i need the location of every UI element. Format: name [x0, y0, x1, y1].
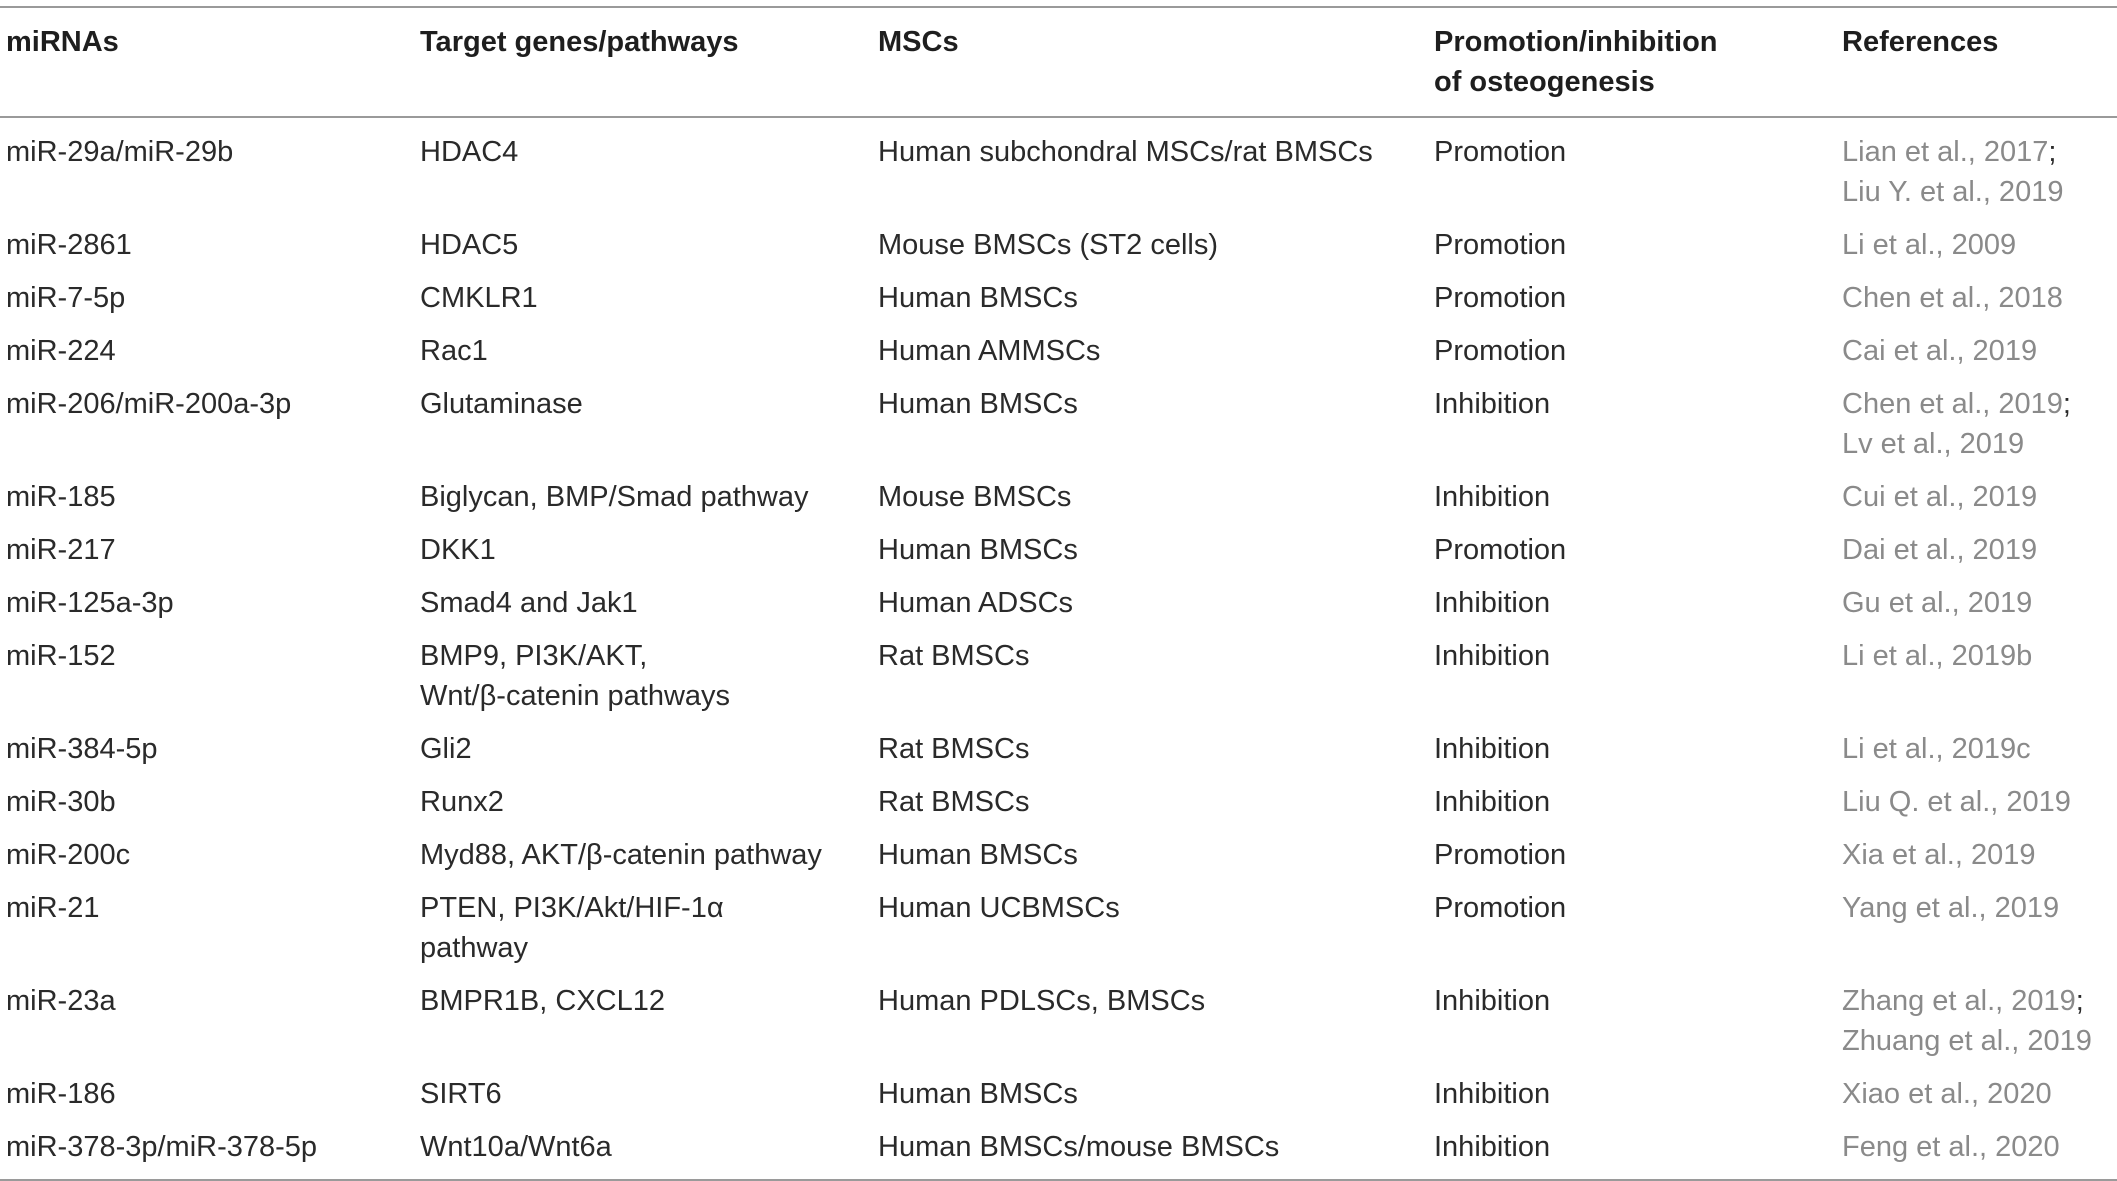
mirna-cell: [0, 272, 414, 325]
mirna-name: miR-224: [6, 335, 116, 367]
mirna-name: miR-7-5p: [6, 282, 126, 314]
target-line-1: BMP9, PI3K/AKT,: [420, 640, 648, 672]
table-row: [0, 975, 2117, 1068]
reference-cell: [1836, 630, 2117, 723]
table-row: [0, 829, 2117, 882]
reference-cell: [1836, 524, 2117, 577]
reference-link[interactable]: Li et al., 2019b: [1842, 640, 2033, 672]
header-effect-line-2: of osteogenesis: [1434, 66, 1655, 98]
msc-cell: [872, 524, 1428, 577]
reference-link[interactable]: Chen et al., 2019: [1842, 388, 2063, 420]
reference-cell: [1836, 325, 2117, 378]
reference-line-1: [1842, 384, 2117, 424]
header-row: [0, 7, 2117, 117]
reference-cell: [1836, 829, 2117, 882]
reference-line-1: [1842, 981, 2117, 1021]
effect-value: Promotion: [1434, 282, 1567, 314]
target-cell: [414, 1121, 872, 1180]
reference-link[interactable]: Yang et al., 2019: [1842, 892, 2060, 924]
target-line-1: DKK1: [420, 534, 496, 566]
msc-cell: [872, 723, 1428, 776]
reference-line-2: [1842, 424, 2117, 464]
msc-cell: [872, 117, 1428, 219]
reference-cell: [1836, 882, 2117, 975]
effect-value: Inhibition: [1434, 587, 1551, 619]
mirna-name: miR-152: [6, 640, 116, 672]
table-row: [0, 325, 2117, 378]
reference-cell: [1836, 975, 2117, 1068]
effect-cell: [1428, 577, 1836, 630]
target-cell: [414, 378, 872, 471]
mirna-name: miR-200c: [6, 839, 131, 871]
reference-line-1: [1842, 477, 2117, 517]
mirna-cell: [0, 524, 414, 577]
effect-cell: [1428, 378, 1836, 471]
msc-name: Human subchondral MSCs/rat BMSCs: [878, 136, 1373, 168]
msc-name: Human BMSCs: [878, 534, 1078, 566]
mirna-cell: [0, 723, 414, 776]
msc-cell: [872, 219, 1428, 272]
effect-value: Promotion: [1434, 229, 1567, 261]
table-row: [0, 219, 2117, 272]
msc-name: Human BMSCs/mouse BMSCs: [878, 1131, 1280, 1163]
mirna-osteogenesis-table: [0, 6, 2117, 1181]
effect-cell: [1428, 117, 1836, 219]
reference-cell: [1836, 776, 2117, 829]
effect-value: Inhibition: [1434, 640, 1551, 672]
table-row: [0, 882, 2117, 975]
target-cell: [414, 117, 872, 219]
msc-cell: [872, 1068, 1428, 1121]
table-row: [0, 471, 2117, 524]
effect-cell: [1428, 1121, 1836, 1180]
msc-cell: [872, 975, 1428, 1068]
table-row: [0, 272, 2117, 325]
msc-cell: [872, 1121, 1428, 1180]
table-header: [0, 7, 2117, 117]
reference-cell: [1836, 723, 2117, 776]
reference-line-2: [1842, 1021, 2117, 1061]
reference-link[interactable]: Xiao et al., 2020: [1842, 1078, 2052, 1110]
mirna-cell: [0, 577, 414, 630]
mirna-cell: [0, 219, 414, 272]
effect-value: Promotion: [1434, 136, 1567, 168]
mirna-name: miR-125a-3p: [6, 587, 174, 619]
reference-cell: [1836, 1121, 2117, 1180]
msc-name: Human ADSCs: [878, 587, 1074, 619]
reference-cell: [1836, 219, 2117, 272]
mirna-name: miR-185: [6, 481, 116, 513]
effect-value: Inhibition: [1434, 1078, 1551, 1110]
effect-value: Inhibition: [1434, 388, 1551, 420]
reference-link[interactable]: Liu Q. et al., 2019: [1842, 786, 2071, 818]
msc-cell: [872, 378, 1428, 471]
reference-line-1: [1842, 331, 2117, 371]
effect-cell: [1428, 471, 1836, 524]
mirna-cell: [0, 471, 414, 524]
target-cell: [414, 723, 872, 776]
effect-value: Promotion: [1434, 534, 1567, 566]
target-line-1: Runx2: [420, 786, 504, 818]
msc-name: Human PDLSCs, BMSCs: [878, 985, 1206, 1017]
target-cell: [414, 272, 872, 325]
table-row: [0, 630, 2117, 723]
msc-cell: [872, 776, 1428, 829]
reference-link[interactable]: Cai et al., 2019: [1842, 335, 2038, 367]
effect-cell: [1428, 219, 1836, 272]
target-cell: [414, 829, 872, 882]
effect-cell: [1428, 975, 1836, 1068]
mirna-cell: [0, 378, 414, 471]
mirna-cell: [0, 1121, 414, 1180]
target-cell: [414, 776, 872, 829]
target-cell: [414, 219, 872, 272]
header-effect-line-1: Promotion/inhibition: [1434, 26, 1718, 58]
reference-link[interactable]: Xia et al., 2019: [1842, 839, 2036, 871]
mirna-name: miR-384-5p: [6, 733, 158, 765]
effect-value: Promotion: [1434, 335, 1567, 367]
mirna-name: miR-30b: [6, 786, 116, 818]
msc-name: Human BMSCs: [878, 839, 1078, 871]
mirna-cell: [0, 630, 414, 723]
reference-link[interactable]: Li et al., 2019c: [1842, 733, 2031, 765]
reference-cell: [1836, 577, 2117, 630]
reference-separator: ;: [2048, 136, 2057, 168]
target-line-1: Glutaminase: [420, 388, 583, 420]
msc-name: Human BMSCs: [878, 388, 1078, 420]
mirna-name: miR-23a: [6, 985, 116, 1017]
msc-name: Human AMMSCs: [878, 335, 1101, 367]
msc-cell: [872, 630, 1428, 723]
reference-line-1: [1842, 636, 2117, 676]
reference-cell: [1836, 471, 2117, 524]
reference-link[interactable]: Lv et al., 2019: [1842, 428, 2025, 460]
effect-cell: [1428, 829, 1836, 882]
target-line-1: Gli2: [420, 733, 472, 765]
msc-name: Rat BMSCs: [878, 640, 1030, 672]
target-cell: [414, 471, 872, 524]
msc-cell: [872, 577, 1428, 630]
msc-name: Mouse BMSCs: [878, 481, 1072, 513]
mirna-cell: [0, 776, 414, 829]
table-body: [0, 117, 2117, 1180]
target-line-1: PTEN, PI3K/Akt/HIF-1α: [420, 892, 724, 924]
reference-link[interactable]: Lian et al., 2017: [1842, 136, 2049, 168]
table-row: [0, 723, 2117, 776]
target-line-1: HDAC4: [420, 136, 519, 168]
table-row: [0, 776, 2117, 829]
target-line-2: pathway: [420, 932, 529, 964]
reference-link[interactable]: Zhuang et al., 2019: [1842, 1025, 2092, 1057]
target-line-1: CMKLR1: [420, 282, 538, 314]
mirna-name: miR-206/miR-200a-3p: [6, 388, 292, 420]
table-row: [0, 1068, 2117, 1121]
reference-line-1: [1842, 132, 2117, 172]
reference-link[interactable]: Cui et al., 2019: [1842, 481, 2038, 513]
reference-cell: [1836, 117, 2117, 219]
effect-cell: [1428, 776, 1836, 829]
target-line-1: Myd88, AKT/β-catenin pathway: [420, 839, 822, 871]
reference-line-1: [1842, 225, 2117, 265]
effect-cell: [1428, 272, 1836, 325]
table-row: [0, 378, 2117, 471]
effect-cell: [1428, 723, 1836, 776]
reference-link[interactable]: Li et al., 2009: [1842, 229, 2017, 261]
mirna-cell: [0, 325, 414, 378]
reference-line-1: [1842, 835, 2117, 875]
target-cell: [414, 524, 872, 577]
msc-cell: [872, 882, 1428, 975]
reference-separator: ;: [2075, 985, 2084, 1017]
effect-value: Inhibition: [1434, 1131, 1551, 1163]
reference-line-1: [1842, 583, 2117, 623]
reference-cell: [1836, 378, 2117, 471]
reference-link[interactable]: Chen et al., 2018: [1842, 282, 2063, 314]
mirna-name: miR-2861: [6, 229, 132, 261]
msc-name: Rat BMSCs: [878, 786, 1030, 818]
reference-link[interactable]: Gu et al., 2019: [1842, 587, 2033, 619]
effect-value: Promotion: [1434, 892, 1567, 924]
target-line-1: HDAC5: [420, 229, 519, 261]
effect-cell: [1428, 325, 1836, 378]
target-cell: [414, 325, 872, 378]
table-row: [0, 1121, 2117, 1180]
effect-cell: [1428, 1068, 1836, 1121]
effect-cell: [1428, 524, 1836, 577]
header-references: References: [1842, 26, 1999, 58]
target-cell: [414, 630, 872, 723]
msc-name: Mouse BMSCs (ST2 cells): [878, 229, 1219, 261]
effect-value: Inhibition: [1434, 481, 1551, 513]
reference-link[interactable]: Feng et al., 2020: [1842, 1131, 2060, 1163]
mirna-name: miR-21: [6, 892, 100, 924]
target-cell: [414, 975, 872, 1068]
reference-line-1: [1842, 530, 2117, 570]
target-line-1: Smad4 and Jak1: [420, 587, 638, 619]
msc-name: Human BMSCs: [878, 282, 1078, 314]
effect-value: Promotion: [1434, 839, 1567, 871]
msc-cell: [872, 272, 1428, 325]
reference-line-1: [1842, 278, 2117, 318]
target-line-1: Rac1: [420, 335, 488, 367]
target-cell: [414, 577, 872, 630]
header-effect: [1428, 7, 1836, 117]
target-line-2: Wnt/β-catenin pathways: [420, 680, 731, 712]
mirna-cell: [0, 975, 414, 1068]
reference-link[interactable]: Dai et al., 2019: [1842, 534, 2038, 566]
msc-name: Human BMSCs: [878, 1078, 1078, 1110]
msc-name: Rat BMSCs: [878, 733, 1030, 765]
effect-cell: [1428, 630, 1836, 723]
msc-cell: [872, 829, 1428, 882]
mirna-name: miR-217: [6, 534, 116, 566]
reference-line-1: [1842, 888, 2117, 928]
msc-cell: [872, 325, 1428, 378]
target-cell: [414, 882, 872, 975]
msc-cell: [872, 471, 1428, 524]
target-line-1: BMPR1B, CXCL12: [420, 985, 665, 1017]
target-cell: [414, 1068, 872, 1121]
reference-cell: [1836, 272, 2117, 325]
mirna-cell: [0, 829, 414, 882]
reference-line-1: [1842, 782, 2117, 822]
reference-line-2: [1842, 172, 2117, 212]
target-line-1: SIRT6: [420, 1078, 502, 1110]
header-mirnas: miRNAs: [6, 26, 119, 58]
reference-separator: ;: [2062, 388, 2071, 420]
table-row: [0, 117, 2117, 219]
header-target-genes: Target genes/pathways: [420, 26, 739, 58]
mirna-cell: [0, 117, 414, 219]
mirna-cell: [0, 882, 414, 975]
header-mscs: MSCs: [878, 26, 959, 58]
mirna-name: miR-186: [6, 1078, 116, 1110]
reference-cell: [1836, 1068, 2117, 1121]
table-row: [0, 577, 2117, 630]
effect-value: Inhibition: [1434, 985, 1551, 1017]
effect-value: Inhibition: [1434, 733, 1551, 765]
mirna-name: miR-378-3p/miR-378-5p: [6, 1131, 318, 1163]
target-line-1: Biglycan, BMP/Smad pathway: [420, 481, 809, 513]
reference-link[interactable]: Zhang et al., 2019: [1842, 985, 2076, 1017]
msc-name: Human UCBMSCs: [878, 892, 1120, 924]
effect-cell: [1428, 882, 1836, 975]
reference-line-1: [1842, 1127, 2117, 1167]
table-container: [0, 6, 2117, 1181]
effect-value: Inhibition: [1434, 786, 1551, 818]
reference-line-1: [1842, 729, 2117, 769]
reference-line-1: [1842, 1074, 2117, 1114]
mirna-cell: [0, 1068, 414, 1121]
table-row: [0, 524, 2117, 577]
target-line-1: Wnt10a/Wnt6a: [420, 1131, 612, 1163]
reference-link[interactable]: Liu Y. et al., 2019: [1842, 176, 2064, 208]
mirna-name: miR-29a/miR-29b: [6, 136, 234, 168]
